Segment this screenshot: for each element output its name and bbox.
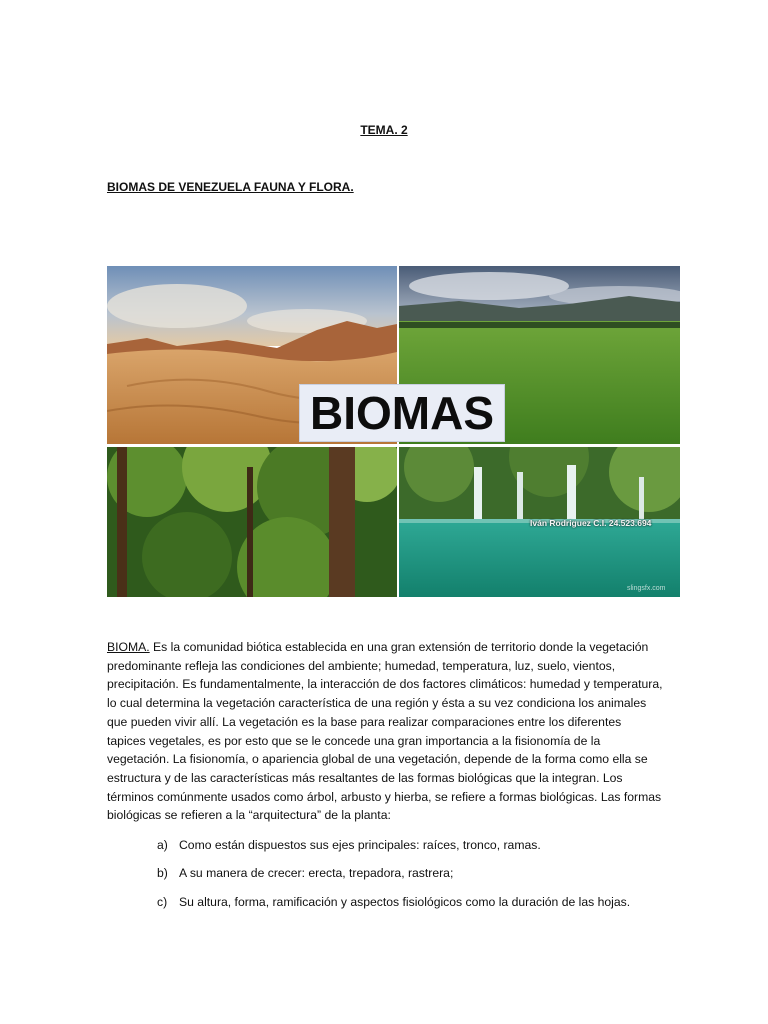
- list-item: [157, 838, 541, 852]
- list-marker: c): [157, 895, 168, 909]
- list-marker: b): [157, 866, 168, 880]
- list-item: [157, 895, 630, 909]
- list-item-text: A su manera de crecer: erecta, trepadora, rastrera;: [179, 866, 454, 880]
- bioma-term: BIOMA.: [107, 640, 150, 654]
- biomas-title-label: BIOMAS: [310, 387, 494, 439]
- rainforest-photo: [107, 447, 397, 597]
- list-marker: a): [157, 838, 168, 852]
- document-heading: TEMA. 2: [360, 123, 408, 137]
- list-item-text: Como están dispuestos sus ejes principales: raíces, tronco, ramas.: [179, 838, 541, 852]
- image-credit: Iván Rodriguez C.I. 24.523.694: [530, 518, 652, 528]
- bioma-definition-paragraph: [107, 638, 663, 825]
- bioma-definition-text: Es la comunidad biótica establecida en una gran extensión de territorio donde la vegetación predominante refleja las condiciones del ambiente; humedad, temperatura, luz, suelo, vientos, precipitación. Es fundamentalmente, la interacción de dos factores climáticos: humedad y temperatura, lo cual determina la vegetación característica de una región y ésta a su vez condiciona los animales que pueden vivir allí. La vegetación es la base para realizar comparaciones entre los diferentes tapices vegetales, es por esto que se le concede una gran importancia a la fisionomía de la vegetación. La fisionomía, o apariencia global de una vegetación, depende de la forma como ella se estructura y de las características más resaltantes de las formas biológicas que la integran. Los términos comúnmente usados como árbol, arbusto y hierba, se refiere a formas biológicas. Las formas biológicas se refieren a la “arquitectura” de la planta:: [107, 640, 663, 823]
- biomas-title-box: [299, 384, 505, 442]
- list-item: [157, 866, 453, 880]
- document-subtitle: BIOMAS DE VENEZUELA FAUNA Y FLORA.: [107, 180, 354, 194]
- list-item-text: Su altura, forma, ramificación y aspectos fisiológicos como la duración de las hojas.: [179, 895, 631, 909]
- image-watermark: slingsfx.com: [627, 585, 666, 592]
- biomes-collage-image: [107, 266, 680, 597]
